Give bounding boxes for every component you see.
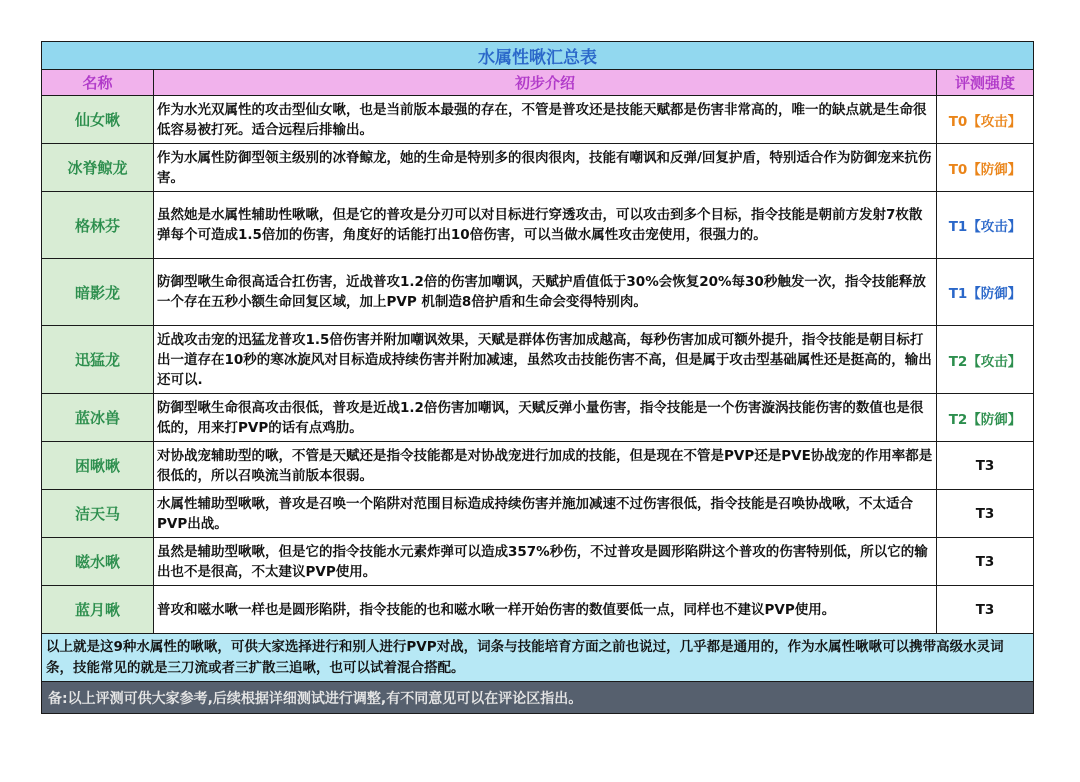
header-name: 名称 xyxy=(42,70,154,96)
note-row xyxy=(42,682,1034,714)
row-description: 近战攻击宠的迅猛龙普攻1.5倍伤害并附加嘲讽效果，天赋是群体伤害加成越高，每秒伤害加成可额外提升，指令技能是朝目标打出一道存在10秒的寒冰旋风对目标造成持续伤害并附加减速，虽然攻击技能伤害不高，但是属于攻击型基础属性还是挺高的，输出还可以. xyxy=(154,326,937,394)
row-tier-rating: T3 xyxy=(937,490,1034,538)
footnote-text: 备:以上评测可供大家参考,后续根据详细测试进行调整,有不同意见可以在评论区指出。 xyxy=(42,682,1034,714)
row-tier-rating: T0【攻击】 xyxy=(937,96,1034,144)
table-row xyxy=(42,192,1034,259)
summary-text: 以上就是这9种水属性的啾啾，可供大家选择进行和别人进行PVP对战，词条与技能培育方面之前也说过，几乎都是通用的，作为水属性啾啾可以携带高级水灵词条，技能常见的就是三刀流或者三扩散三追啾，也可以试着混合搭配。 xyxy=(42,634,1034,682)
row-tier-rating: T2【防御】 xyxy=(937,394,1034,442)
row-name: 迅猛龙 xyxy=(42,326,154,394)
row-description: 水属性辅助型啾啾，普攻是召唤一个陷阱对范围目标造成持续伤害并施加减速不过伤害很低，指令技能是召唤协战啾，不太适合PVP出战。 xyxy=(154,490,937,538)
table-row xyxy=(42,586,1034,634)
row-name: 格林芬 xyxy=(42,192,154,259)
row-description: 作为水属性防御型领主级别的冰脊鲸龙，她的生命是特别多的很肉很肉，技能有嘲讽和反弹/回复护盾，特别适合作为防御宠来抗伤害。 xyxy=(154,144,937,192)
title-row xyxy=(42,42,1034,70)
row-tier-rating: T1【防御】 xyxy=(937,259,1034,326)
row-name: 蓝冰兽 xyxy=(42,394,154,442)
table-title: 水属性啾汇总表 xyxy=(42,42,1034,70)
table-row xyxy=(42,259,1034,326)
table-row xyxy=(42,394,1034,442)
table-row xyxy=(42,144,1034,192)
row-description: 作为水光双属性的攻击型仙女啾，也是当前版本最强的存在，不管是普攻还是技能天赋都是伤害非常高的，唯一的缺点就是生命很低容易被打死。适合远程后排输出。 xyxy=(154,96,937,144)
row-name: 嗞水啾 xyxy=(42,538,154,586)
row-description: 防御型啾生命很高适合扛伤害，近战普攻1.2倍的伤害加嘲讽，天赋护盾值低于30%会恢复20%每30秒触发一次，指令技能释放一个存在五秒小额生命回复区域，加上PVP 机制造8倍护盾和生命会变得特别肉。 xyxy=(154,259,937,326)
water-attribute-summary-table xyxy=(41,41,1034,714)
row-description: 虽然她是水属性辅助性啾啾，但是它的普攻是分刃可以对目标进行穿透攻击，可以攻击到多个目标，指令技能是朝前方发射7枚散弹每个可造成1.5倍加的伤害，角度好的话能打出10倍伤害，可以当做水属性攻击宠使用，很强力的。 xyxy=(154,192,937,259)
row-name: 冰脊鲸龙 xyxy=(42,144,154,192)
table-row xyxy=(42,442,1034,490)
row-name: 困啾啾 xyxy=(42,442,154,490)
row-description: 防御型啾生命很高攻击很低，普攻是近战1.2倍伤害加嘲讽，天赋反弹小量伤害，指令技能是一个伤害漩涡技能伤害的数值也是很低的，用来打PVP的话有点鸡肋。 xyxy=(154,394,937,442)
table-row xyxy=(42,96,1034,144)
row-tier-rating: T3 xyxy=(937,586,1034,634)
row-description: 对协战宠辅助型的啾，不管是天赋还是指令技能都是对协战宠进行加成的技能，但是现在不管是PVP还是PVE协战宠的作用率都是很低的，所以召唤流当前版本很弱。 xyxy=(154,442,937,490)
row-name: 暗影龙 xyxy=(42,259,154,326)
row-description: 普攻和嗞水啾一样也是圆形陷阱，指令技能的也和嗞水啾一样开始伤害的数值要低一点，同样也不建议PVP使用。 xyxy=(154,586,937,634)
row-name: 洁天马 xyxy=(42,490,154,538)
table-row xyxy=(42,326,1034,394)
summary-row xyxy=(42,634,1034,682)
row-tier-rating: T3 xyxy=(937,538,1034,586)
header-row xyxy=(42,70,1034,96)
row-name: 蓝月啾 xyxy=(42,586,154,634)
header-rating: 评测强度 xyxy=(937,70,1034,96)
header-intro: 初步介绍 xyxy=(154,70,937,96)
table-row xyxy=(42,538,1034,586)
row-tier-rating: T2【攻击】 xyxy=(937,326,1034,394)
row-tier-rating: T3 xyxy=(937,442,1034,490)
table-row xyxy=(42,490,1034,538)
row-tier-rating: T1【攻击】 xyxy=(937,192,1034,259)
row-description: 虽然是辅助型啾啾，但是它的指令技能水元素炸弹可以造成357%秒伤，不过普攻是圆形陷阱这个普攻的伤害特别低，所以它的输出也不是很高，不太建议PVP使用。 xyxy=(154,538,937,586)
row-tier-rating: T0【防御】 xyxy=(937,144,1034,192)
row-name: 仙女啾 xyxy=(42,96,154,144)
